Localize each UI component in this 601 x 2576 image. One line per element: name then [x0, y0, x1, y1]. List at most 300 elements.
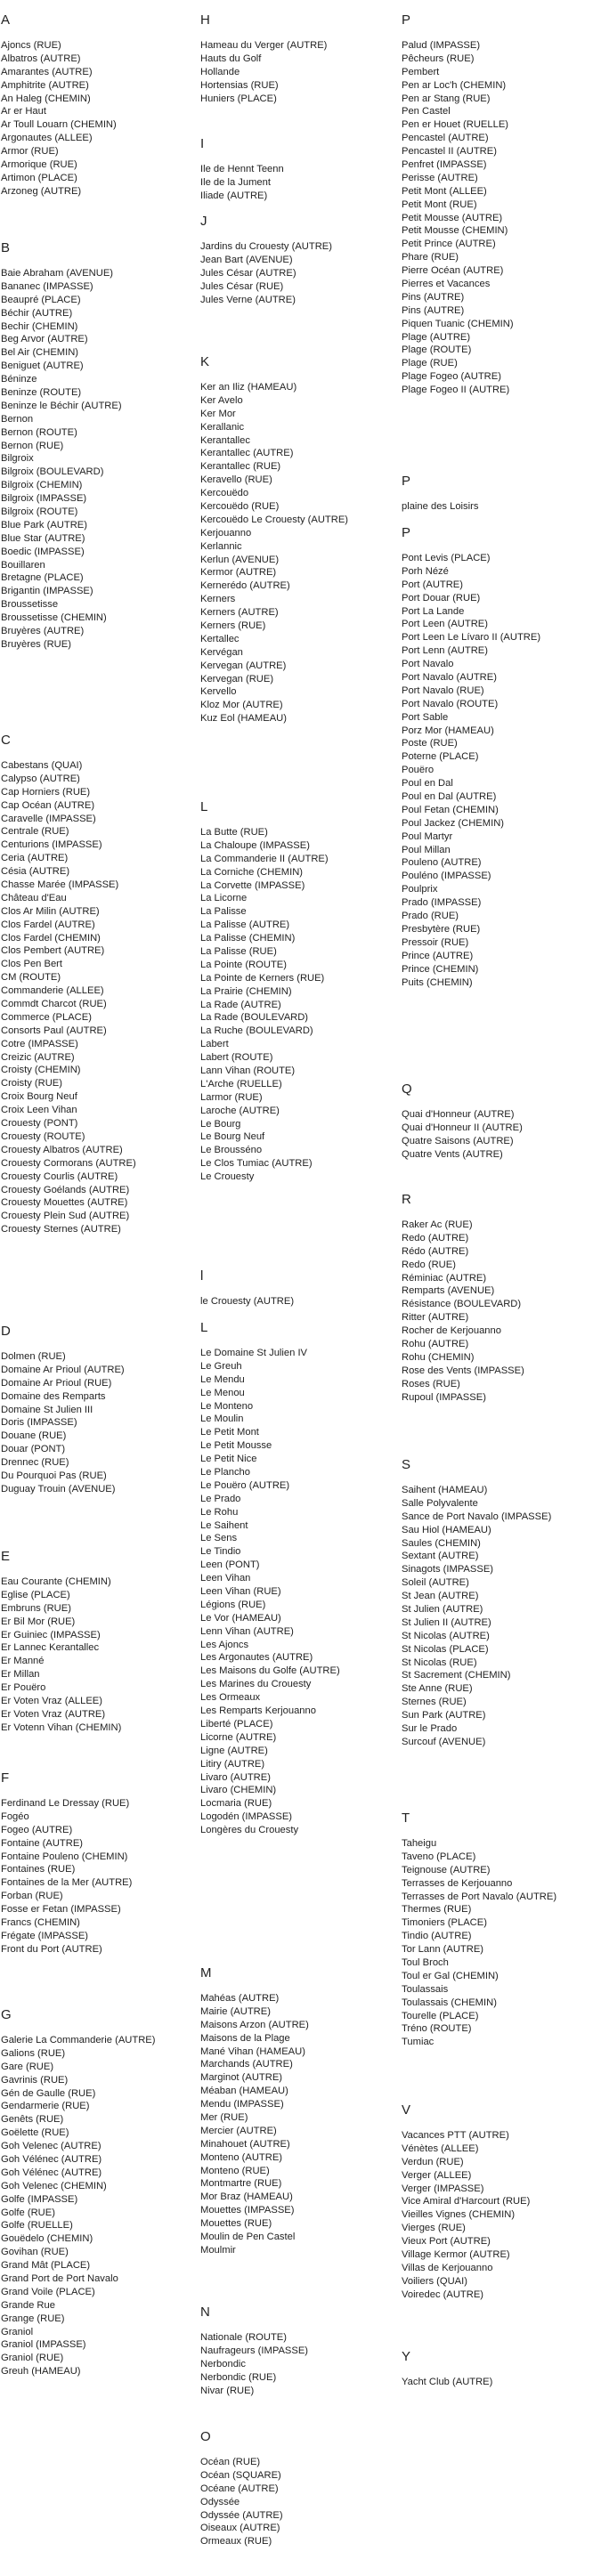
street-entry: Terrasses de Kerjouanno: [402, 1877, 513, 1889]
street-entry: Beg Arvor (AUTRE): [1, 334, 88, 345]
street-entry: Ceria (AUTRE): [1, 853, 69, 864]
section-letter-heading: P: [402, 525, 411, 540]
street-entry: Ker Mor: [200, 408, 236, 419]
section-letter-heading: Y: [402, 2349, 411, 2364]
street-entry: Pêcheurs (RUE): [402, 53, 475, 64]
street-entry: Petit Mousse (CHEMIN): [402, 225, 508, 237]
street-entry: Salle Polyvalente: [402, 1497, 478, 1509]
letter-section: [402, 525, 601, 989]
street-entry: Le Greuh: [200, 1360, 242, 1372]
street-entry: Calypso (AUTRE): [1, 773, 80, 784]
street-entry: Oiseaux (AUTRE): [200, 2523, 280, 2534]
section-letter-heading: H: [200, 12, 210, 28]
street-entry: Mané Vihan (HAMEAU): [200, 2045, 305, 2057]
street-entry: St Sacrement (CHEMIN): [402, 1670, 511, 1681]
street-entry: Port Douar (RUE): [402, 592, 481, 603]
street-entry: Hortensias (RUE): [200, 79, 279, 91]
street-entry: Jules César (AUTRE): [200, 267, 296, 279]
street-entry: Albatros (AUTRE): [1, 53, 81, 64]
street-entry: La Palisse (CHEMIN): [200, 933, 296, 944]
street-entry: Réminiac (AUTRE): [402, 1272, 487, 1284]
street-entry: La Licorne: [200, 893, 248, 904]
street-entry: Er Millan: [1, 1669, 40, 1681]
street-entry: Livaro (AUTRE): [200, 1771, 271, 1783]
street-entry: Le Tindio: [200, 1546, 241, 1558]
street-entry: Quatre Vents (AUTRE): [402, 1148, 503, 1160]
street-entry: Crouesty Cormorans (AUTRE): [1, 1157, 136, 1169]
street-entry: Jean Bart (AVENUE): [200, 254, 293, 265]
street-entry: Pen ar Loc'h (CHEMIN): [402, 79, 507, 91]
street-entry: Toul er Gal (CHEMIN): [402, 1970, 499, 1981]
street-entry: Pins (AUTRE): [402, 304, 465, 316]
street-entry: Poul Fetan (CHEMIN): [402, 804, 499, 815]
street-entry: Redo (RUE): [402, 1259, 456, 1270]
street-entry: Pen Castel: [402, 106, 451, 117]
letter-section: [402, 1192, 601, 1404]
street-entry: Beninze (ROUTE): [1, 387, 82, 399]
street-entry: An Haleg (CHEMIN): [1, 93, 91, 104]
street-list: [402, 2376, 601, 2389]
street-entry: Minahouet (AUTRE): [200, 2138, 290, 2150]
street-entry: Le Domaine St Julien IV: [200, 1348, 308, 1358]
letter-section: [200, 2305, 401, 2397]
letter-section: [200, 1320, 401, 1837]
street-entry: Monteno (RUE): [200, 2165, 270, 2176]
street-entry: Le Plancho: [200, 1467, 250, 1478]
street-entry: Verger (IMPASSE): [402, 2183, 484, 2194]
street-entry: Taveno (PLACE): [402, 1851, 476, 1862]
street-list: [402, 1484, 601, 1749]
street-entry: Er Lannec Kerantallec: [1, 1642, 100, 1654]
street-entry: Mouettes (IMPASSE): [200, 2205, 295, 2216]
street-entry: Le Monteno: [200, 1400, 254, 1412]
street-entry: Surcouf (AVENUE): [402, 1736, 486, 1747]
street-entry: Poul Millan: [402, 844, 451, 855]
street-entry: Le Saihent: [200, 1519, 248, 1531]
street-entry: Le Petit Mousse: [200, 1440, 272, 1452]
street-entry: Domaine des Remparts: [1, 1390, 106, 1402]
street-list: [1, 39, 197, 198]
street-entry: Poul en Dal (AUTRE): [402, 791, 497, 803]
street-list: [1, 759, 197, 1236]
street-entry: Petit Mousse (AUTRE): [402, 212, 503, 223]
street-entry: Sance de Port Navalo (IMPASSE): [402, 1511, 552, 1522]
street-entry: Pencastel (AUTRE): [402, 133, 489, 144]
street-entry: Les Remparts Kerjouanno: [200, 1705, 316, 1717]
letter-section: [1, 2007, 197, 2378]
street-entry: Bilgroix (IMPASSE): [1, 493, 87, 505]
street-entry: La Pointe (ROUTE): [200, 959, 287, 970]
street-entry: Crouesty Albatros (AUTRE): [1, 1144, 123, 1155]
street-entry: Soleil (AUTRE): [402, 1577, 469, 1589]
street-entry: Croix Leen Vihan: [1, 1105, 77, 1116]
letter-section: [200, 12, 401, 105]
street-entry: Kerlun (AVENUE): [200, 554, 280, 565]
section-letter-heading: D: [1, 1324, 11, 1339]
street-entry: Vieilles Vignes (CHEMIN): [402, 2209, 516, 2221]
street-entry: Port Navalo: [402, 659, 454, 670]
street-entry: Er Bil Mor (RUE): [1, 1616, 76, 1627]
street-entry: Ferdinand Le Dressay (RUE): [1, 1798, 130, 1809]
street-entry: Front du Port (AUTRE): [1, 1943, 102, 1955]
street-entry: Beaupré (PLACE): [1, 294, 81, 305]
street-entry: Villas de Kerjouanno: [402, 2262, 493, 2273]
street-entry: Lann Vihan (ROUTE): [200, 1065, 296, 1077]
street-entry: La Commanderie II (AUTRE): [200, 853, 329, 864]
street-list: [402, 1108, 601, 1162]
street-entry: Mendu (IMPASSE): [200, 2099, 284, 2110]
street-entry: Liberté (PLACE): [200, 1718, 273, 1729]
street-entry: Clos Ar Milin (AUTRE): [1, 905, 100, 917]
street-entry: Fogéo: [1, 1810, 29, 1822]
street-entry: Nationale (ROUTE): [200, 2332, 287, 2343]
street-entry: Greuh (HAMEAU): [1, 2366, 81, 2378]
street-entry: Clos Pembert (AUTRE): [1, 945, 105, 957]
street-entry: Rohu (AUTRE): [402, 1339, 469, 1350]
street-entry: Le Rohu: [200, 1506, 239, 1518]
street-entry: Kerners (AUTRE): [200, 607, 279, 619]
street-entry: Leen Vihan (RUE): [200, 1586, 281, 1598]
letter-section: [200, 354, 401, 725]
section-letter-heading: L: [200, 1320, 208, 1335]
street-entry: La Prairie (CHEMIN): [200, 985, 292, 997]
street-entry: Kerners: [200, 594, 236, 605]
street-entry: Kercouëdo Le Crouesty (AUTRE): [200, 514, 349, 525]
street-entry: Poterne (PLACE): [402, 751, 479, 763]
street-entry: Poulprix: [402, 884, 438, 895]
street-entry: Le Prado: [200, 1493, 241, 1504]
street-entry: Gavrinis (RUE): [1, 2074, 69, 2086]
street-entry: Porh Nézé: [402, 565, 449, 577]
street-entry: Quai d'Honneur (AUTRE): [402, 1109, 515, 1120]
street-entry: La Pointe de Kerners (RUE): [200, 972, 325, 984]
street-entry: Beniguet (AUTRE): [1, 360, 84, 372]
street-list: [1, 1797, 197, 1956]
street-entry: Kerners (RUE): [200, 620, 266, 632]
street-entry: Ar er Haut: [1, 106, 46, 117]
street-list: [402, 1837, 601, 2049]
street-entry: Artimon (PLACE): [1, 172, 77, 183]
letter-section: [1, 1549, 197, 1735]
street-entry: Poul Jackez (CHEMIN): [402, 817, 505, 829]
street-list: [200, 163, 401, 203]
street-entry: Pen ar Stang (RUE): [402, 93, 491, 104]
street-entry: Océan (SQUARE): [200, 2469, 281, 2481]
section-letter-heading: T: [402, 1810, 410, 1826]
street-entry: Mer (RUE): [200, 2112, 248, 2124]
street-entry: Bernon (ROUTE): [1, 426, 77, 438]
street-entry: Le Clos Tumiac (AUTRE): [200, 1158, 313, 1170]
street-entry: Pierre Océan (AUTRE): [402, 265, 504, 277]
street-entry: Sun Park (AUTRE): [402, 1710, 486, 1721]
street-entry: Centrale (RUE): [1, 826, 69, 838]
street-entry: Leen Vihan: [200, 1573, 251, 1584]
street-entry: Mouettes (RUE): [200, 2218, 272, 2230]
street-entry: Palud (IMPASSE): [402, 40, 481, 51]
street-entry: Saules (CHEMIN): [402, 1537, 481, 1549]
street-entry: Frégate (IMPASSE): [1, 1930, 89, 1941]
street-entry: Chasse Marée (IMPASSE): [1, 879, 119, 891]
street-entry: Labert: [200, 1039, 229, 1050]
street-entry: Maisons Arzon (AUTRE): [200, 2019, 309, 2030]
street-list: [200, 39, 401, 105]
street-entry: Légions (RUE): [200, 1599, 266, 1610]
street-entry: Phare (RUE): [402, 252, 459, 263]
street-entry: Nerbondic: [200, 2358, 246, 2369]
street-entry: Rohu (CHEMIN): [402, 1351, 475, 1363]
street-list: [402, 500, 601, 514]
street-entry: Marginot (AUTRE): [200, 2072, 283, 2084]
street-entry: St Nicolas (PLACE): [402, 1643, 489, 1655]
street-entry: Crouesty Plein Sud (AUTRE): [1, 1211, 130, 1222]
street-entry: Commerce (PLACE): [1, 1011, 92, 1023]
street-entry: Océane (AUTRE): [200, 2483, 279, 2494]
street-entry: Bruyères (AUTRE): [1, 626, 85, 637]
street-entry: Remparts (AVENUE): [402, 1285, 495, 1297]
street-entry: Kercouëdo (RUE): [200, 501, 280, 513]
street-entry: Maisons de la Plage: [200, 2032, 290, 2044]
street-entry: Kerlannic: [200, 540, 242, 552]
street-entry: Ligne (AUTRE): [200, 1745, 268, 1756]
street-entry: Pouleno (AUTRE): [402, 857, 482, 869]
letter-section: [402, 474, 601, 514]
street-entry: Redo (AUTRE): [402, 1232, 469, 1243]
street-list: [200, 1347, 401, 1837]
street-entry: Bechir (CHEMIN): [1, 320, 78, 332]
street-entry: Ker Avelo: [200, 394, 243, 406]
street-entry: Golfe (RUE): [1, 2207, 55, 2218]
street-entry: Le Vor (HAMEAU): [200, 1612, 281, 1624]
letter-section: [200, 214, 401, 306]
street-entry: Fontaines (RUE): [1, 1864, 76, 1875]
street-entry: Genêts (RUE): [1, 2114, 64, 2126]
street-entry: Prado (IMPASSE): [402, 897, 482, 909]
street-entry: Fogeo (AUTRE): [1, 1824, 73, 1835]
street-entry: Poul en Dal: [402, 778, 453, 790]
street-entry: Château d'Eau: [1, 892, 67, 903]
street-entry: Armor (RUE): [1, 146, 59, 158]
street-entry: Les Maisons du Golfe (AUTRE): [200, 1665, 340, 1677]
street-entry: Roses (RUE): [402, 1378, 460, 1389]
street-entry: Sternes (RUE): [402, 1697, 467, 1708]
street-entry: Galerie La Commanderie (AUTRE): [1, 2035, 156, 2045]
street-entry: Brigantin (IMPASSE): [1, 586, 93, 597]
street-entry: Moulin de Pen Castel: [200, 2232, 296, 2243]
street-entry: St Julien II (AUTRE): [402, 1616, 491, 1628]
street-list: [200, 1295, 401, 1308]
street-entry: Centurions (IMPASSE): [1, 839, 102, 851]
street-entry: Port Navalo (RUE): [402, 685, 484, 696]
street-entry: Mairie (AUTRE): [200, 2005, 271, 2017]
letter-section: [402, 12, 601, 397]
street-entry: Odyssée (AUTRE): [200, 2509, 283, 2521]
street-entry: Petit Prince (AUTRE): [402, 239, 496, 250]
street-entry: Govihan (RUE): [1, 2247, 69, 2258]
street-entry: Porz Mor (HAMEAU): [402, 725, 494, 736]
section-letter-heading: A: [1, 12, 11, 28]
street-entry: Océan (RUE): [200, 2457, 261, 2467]
street-entry: Prince (CHEMIN): [402, 963, 479, 975]
street-entry: Ste Anne (RUE): [402, 1683, 473, 1695]
street-entry: Grange (RUE): [1, 2313, 65, 2324]
street-entry: Crouesty Mouettes (AUTRE): [1, 1197, 128, 1209]
street-entry: Verdun (RUE): [402, 2156, 464, 2167]
section-letter-heading: F: [1, 1770, 10, 1786]
street-entry: Voiredec (AUTRE): [402, 2288, 484, 2300]
street-entry: Le Sens: [200, 1533, 238, 1544]
street-entry: Er Votenn Vihan (CHEMIN): [1, 1721, 122, 1733]
street-entry: Le Mendu: [200, 1373, 245, 1385]
street-entry: Béninze: [1, 374, 37, 385]
street-entry: Labert (ROUTE): [200, 1052, 273, 1064]
street-entry: Cap Horniers (RUE): [1, 786, 91, 798]
street-entry: Yacht Club (AUTRE): [402, 2377, 493, 2387]
letter-section: [1, 240, 197, 652]
street-entry: Bilgroix (BOULEVARD): [1, 466, 104, 478]
street-entry: Kloz Mor (AUTRE): [200, 700, 283, 711]
street-entry: La Chaloupe (IMPASSE): [200, 839, 310, 851]
street-entry: Moulmir: [200, 2244, 236, 2256]
street-entry: Kernerédo (AUTRE): [200, 580, 290, 592]
street-entry: Mahéas (AUTRE): [200, 1993, 280, 2004]
street-entry: Fontaine Pouleno (CHEMIN): [1, 1851, 128, 1862]
street-entry: Port Navalo (ROUTE): [402, 698, 499, 709]
street-entry: Forban (RUE): [1, 1891, 63, 1902]
street-entry: Sau Hiol (HAMEAU): [402, 1524, 491, 1535]
street-entry: Clos Pen Bert: [1, 959, 63, 970]
street-entry: La Palisse (AUTRE): [200, 919, 290, 931]
street-entry: Timoniers (PLACE): [402, 1917, 487, 1929]
street-entry: Port Sable: [402, 711, 449, 723]
street-entry: Le Moulin: [200, 1414, 244, 1425]
street-entry: Pembert: [402, 66, 440, 77]
street-entry: Ritter (AUTRE): [402, 1312, 469, 1324]
street-entry: Douar (PONT): [1, 1444, 66, 1455]
street-entry: Césia (AUTRE): [1, 866, 70, 878]
street-entry: Rocher de Kerjouanno: [402, 1325, 501, 1337]
street-entry: Pouëro: [402, 765, 435, 776]
street-entry: Clos Fardel (CHEMIN): [1, 932, 101, 944]
section-letter-heading: P: [402, 12, 411, 28]
letter-section: [1, 12, 197, 198]
street-entry: Leen (PONT): [200, 1559, 260, 1571]
letter-section: [200, 1965, 401, 2257]
street-entry: Bernon: [1, 413, 34, 425]
street-entry: St Julien (AUTRE): [402, 1604, 483, 1616]
street-entry: Montmartre (RUE): [200, 2178, 282, 2190]
street-entry: Pencastel II (AUTRE): [402, 146, 497, 158]
street-entry: Béchir (AUTRE): [1, 307, 73, 319]
street-entry: Graniol (RUE): [1, 2353, 64, 2364]
street-entry: Vice Amiral d'Harcourt (RUE): [402, 2196, 531, 2207]
street-entry: Rupoul (IMPASSE): [402, 1391, 486, 1403]
street-entry: La Ruche (BOULEVARD): [200, 1025, 313, 1037]
street-entry: Les Marines du Crouesty: [200, 1679, 312, 1690]
street-entry: Domaine Ar Prioul (AUTRE): [1, 1364, 125, 1375]
letter-section: [402, 1457, 601, 1749]
street-entry: Amphitrite (AUTRE): [1, 79, 89, 91]
street-entry: Le Bourg: [200, 1118, 241, 1130]
street-entry: Crouesty Courlis (AUTRE): [1, 1171, 118, 1182]
street-entry: Tréno (ROUTE): [402, 2023, 472, 2035]
street-entry: Voiliers (QUAI): [402, 2275, 467, 2287]
street-entry: Baie Abraham (AVENUE): [1, 268, 114, 279]
section-letter-heading: P: [402, 474, 411, 489]
street-entry: Cap Océan (AUTRE): [1, 799, 95, 811]
street-entry: Graniol (IMPASSE): [1, 2339, 86, 2351]
street-entry: Saihent (HAMEAU): [402, 1485, 488, 1495]
street-entry: Petit Mont (ALLEE): [402, 185, 487, 197]
street-entry: Ormeaux (RUE): [200, 2536, 272, 2548]
street-entry: Ker an Iliz (HAMEAU): [200, 382, 297, 393]
street-entry: Drennec (RUE): [1, 1457, 69, 1469]
street-entry: Vierges (RUE): [402, 2223, 466, 2234]
street-entry: Vacances PTT (AUTRE): [402, 2130, 509, 2141]
street-entry: Duguay Trouin (AVENUE): [1, 1483, 116, 1495]
street-entry: Kercouëdo: [200, 488, 249, 499]
letter-section: [1, 733, 197, 1236]
street-entry: Domaine Ar Prioul (RUE): [1, 1377, 112, 1389]
street-entry: Du Pourquoi Pas (RUE): [1, 1470, 107, 1482]
street-entry: Ile de la Jument: [200, 176, 271, 188]
street-entry: St Nicolas (RUE): [402, 1657, 477, 1668]
street-entry: Gouëdelo (CHEMIN): [1, 2233, 93, 2245]
street-entry: Sextant (AUTRE): [402, 1551, 479, 1562]
street-entry: Grand Voile (PLACE): [1, 2286, 95, 2297]
street-entry: Argonautes (ALLEE): [1, 133, 93, 144]
street-entry: Plage (RUE): [402, 358, 458, 369]
street-list: [402, 39, 601, 397]
street-entry: Fosse er Fetan (IMPASSE): [1, 1904, 121, 1916]
street-entry: Jules Verne (AUTRE): [200, 294, 296, 305]
street-entry: Goëlette (RUE): [1, 2127, 69, 2139]
street-entry: Prince (AUTRE): [402, 950, 474, 961]
street-entry: Piquen Tuanic (CHEMIN): [402, 318, 514, 329]
street-entry: Kervégan: [200, 646, 243, 658]
street-entry: Dolmen (RUE): [1, 1351, 66, 1362]
section-letter-heading: l: [200, 1268, 204, 1284]
letter-section: [402, 1810, 601, 2049]
street-entry: Ile de Hennt Teenn: [200, 164, 284, 174]
street-list: [200, 2331, 401, 2397]
street-entry: Thermes (RUE): [402, 1904, 472, 1916]
letter-section: [200, 799, 401, 1184]
street-entry: Croix Bourg Neuf: [1, 1091, 77, 1103]
letter-section: [402, 2349, 601, 2389]
street-entry: Teignouse (AUTRE): [402, 1864, 491, 1875]
street-entry: Résistance (BOULEVARD): [402, 1299, 522, 1310]
street-entry: Sinagots (IMPASSE): [402, 1564, 494, 1576]
street-entry: Bilgroix (CHEMIN): [1, 480, 83, 491]
street-entry: CM (ROUTE): [1, 972, 61, 984]
street-entry: Le Menou: [200, 1387, 245, 1398]
street-entry: Embruns (RUE): [1, 1602, 71, 1614]
street-entry: Bel Air (CHEMIN): [1, 347, 79, 359]
street-list: [1, 1576, 197, 1735]
street-entry: Pen er Houet (RUELLE): [402, 119, 509, 131]
street-entry: Kervello: [200, 686, 237, 698]
street-entry: Le Pouëro (AUTRE): [200, 1479, 290, 1491]
street-entry: Odyssée: [200, 2496, 240, 2507]
street-entry: Nivar (RUE): [200, 2385, 255, 2396]
street-entry: Broussetisse: [1, 599, 59, 611]
street-entry: Boedic (IMPASSE): [1, 546, 85, 557]
street-entry: La Corvette (IMPASSE): [200, 879, 305, 891]
street-list: [402, 552, 601, 989]
street-entry: Gare (RUE): [1, 2061, 54, 2072]
street-entry: La Corniche (CHEMIN): [200, 866, 304, 878]
street-entry: Amarantes (AUTRE): [1, 66, 93, 77]
